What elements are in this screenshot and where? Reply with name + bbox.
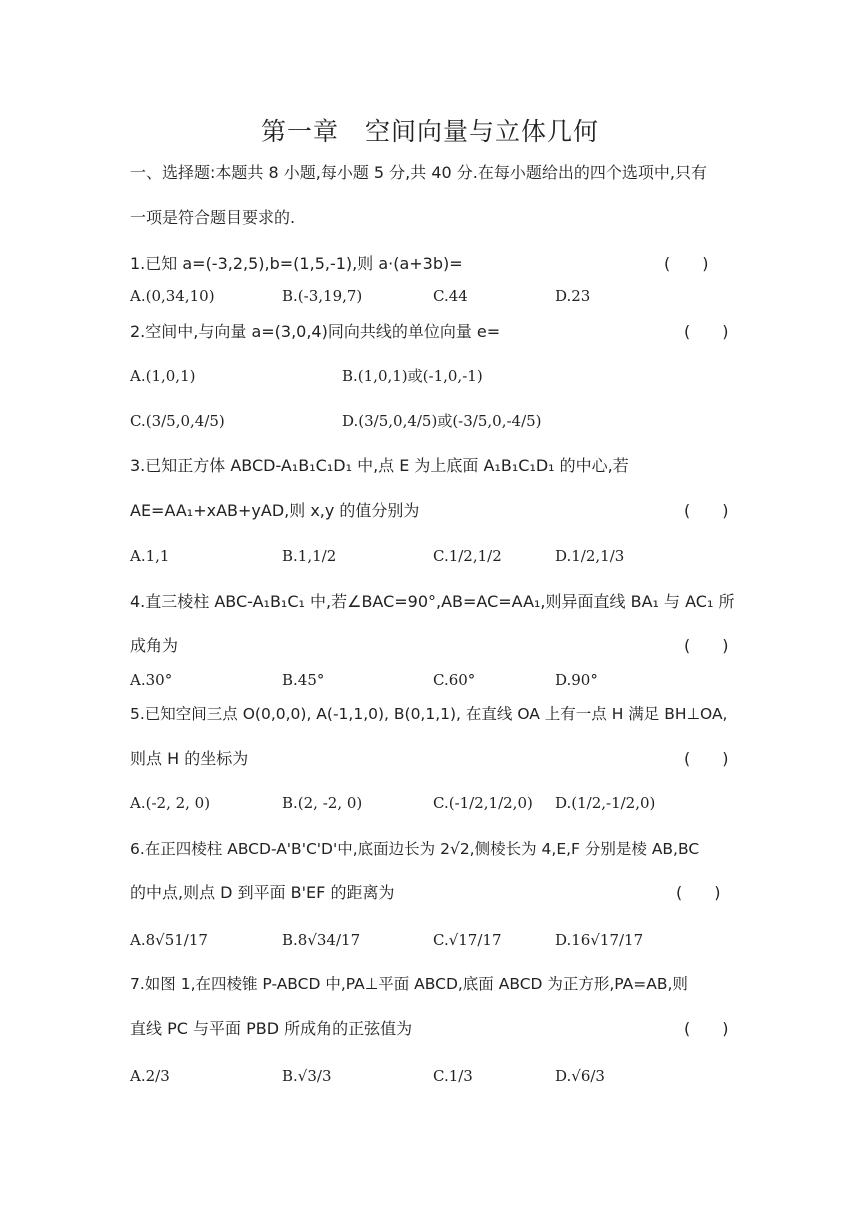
question-3-answer-bracket: ( ) <box>684 501 729 520</box>
question-4-option-b: B.45° <box>282 671 325 689</box>
question-5-option-a: A.(-2, 2, 0) <box>130 794 211 812</box>
question-5-option-c: C.(-1/2,1/2,0) <box>433 794 533 812</box>
question-2-option-a: A.(1,0,1) <box>130 367 196 385</box>
question-5-stem-continued: 则点 H 的坐标为 <box>130 749 249 768</box>
question-2-stem: 2.空间中,与向量 a=(3,0,4)同向共线的单位向量 e= <box>130 322 501 341</box>
question-1-option-c: C.44 <box>433 287 468 305</box>
question-4-option-a: A.30° <box>130 671 173 689</box>
question-2-option-b: B.(1,0,1)或(-1,0,-1) <box>342 367 483 385</box>
question-5-answer-bracket: ( ) <box>684 749 729 768</box>
question-4-stem-continued: 成角为 <box>130 636 179 655</box>
question-4-option-c: C.60° <box>433 671 476 689</box>
question-1-option-b: B.(-3,19,7) <box>282 287 363 305</box>
question-7-option-a: A.2/3 <box>130 1067 170 1085</box>
question-3-option-c: C.1/2,1/2 <box>433 547 502 565</box>
question-3-option-b: B.1,1/2 <box>282 547 337 565</box>
question-6-option-b: B.8√34/17 <box>282 931 361 949</box>
section-instructions-line-2: 一项是符合题目要求的. <box>130 208 296 227</box>
question-6-stem-continued: 的中点,则点 D 到平面 B'EF 的距离为 <box>130 883 395 902</box>
question-3-option-d: D.1/2,1/3 <box>555 547 625 565</box>
question-1-stem: 1.已知 a=(-3,2,5),b=(1,5,-1),则 a·(a+3b)= <box>130 254 463 273</box>
question-7-stem-continued: 直线 PC 与平面 PBD 所成角的正弦值为 <box>130 1019 413 1038</box>
question-3-option-a: A.1,1 <box>130 547 170 565</box>
question-6-option-c: C.√17/17 <box>433 931 502 949</box>
question-7-option-d: D.√6/3 <box>555 1067 605 1085</box>
question-6-option-a: A.8√51/17 <box>130 931 208 949</box>
question-1-option-a: A.(0,34,10) <box>130 287 215 305</box>
question-2-answer-bracket: ( ) <box>684 322 729 341</box>
question-7-stem: 7.如图 1,在四棱锥 P-ABCD 中,PA⊥平面 ABCD,底面 ABCD 为正方形,PA=AB,则 <box>130 975 688 993</box>
question-1-option-d: D.23 <box>555 287 591 305</box>
question-5-option-d: D.(1/2,-1/2,0) <box>555 794 656 812</box>
question-4-answer-bracket: ( ) <box>684 636 729 655</box>
section-instructions-line-1: 一、选择题:本题共 8 小题,每小题 5 分,共 40 分.在每小题给出的四个选项中,只有 <box>130 163 707 182</box>
question-3-stem-continued: AE=AA₁+xAB+yAD,则 x,y 的值分别为 <box>130 501 420 520</box>
question-7-answer-bracket: ( ) <box>684 1019 729 1038</box>
question-7-option-c: C.1/3 <box>433 1067 473 1085</box>
question-2-option-d: D.(3/5,0,4/5)或(-3/5,0,-4/5) <box>342 412 542 430</box>
question-4-stem: 4.直三棱柱 ABC-A₁B₁C₁ 中,若∠BAC=90°,AB=AC=AA₁,则异面直线 BA₁ 与 AC₁ 所 <box>130 592 735 611</box>
question-6-answer-bracket: ( ) <box>676 883 721 902</box>
question-5-option-b: B.(2, -2, 0) <box>282 794 363 812</box>
question-6-option-d: D.16√17/17 <box>555 931 644 949</box>
page-title: 第一章 空间向量与立体几何 <box>260 117 599 146</box>
question-1-answer-bracket: ( ) <box>664 254 709 273</box>
question-3-stem: 3.已知正方体 ABCD-A₁B₁C₁D₁ 中,点 E 为上底面 A₁B₁C₁D₁ 的中心,若 <box>130 456 629 475</box>
question-6-stem: 6.在正四棱柱 ABCD-A'B'C'D'中,底面边长为 2√2,侧棱长为 4,E,F 分别是棱 AB,BC <box>130 840 700 858</box>
question-7-option-b: B.√3/3 <box>282 1067 332 1085</box>
question-2-option-c: C.(3/5,0,4/5) <box>130 412 225 430</box>
question-5-stem: 5.已知空间三点 O(0,0,0), A(-1,1,0), B(0,1,1), 在直线 OA 上有一点 H 满足 BH⊥OA, <box>130 705 728 723</box>
question-4-option-d: D.90° <box>555 671 598 689</box>
